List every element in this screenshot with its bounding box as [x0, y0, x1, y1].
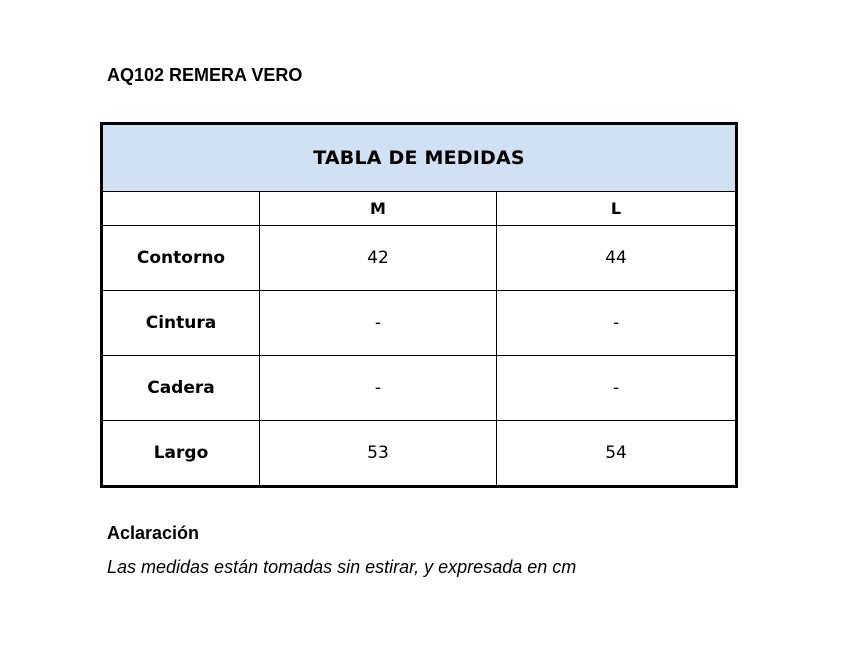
cell-cadera-l: - — [497, 356, 737, 421]
row-label-contorno: Contorno — [102, 226, 260, 291]
size-table — [100, 122, 738, 488]
cell-largo-l: 54 — [497, 421, 737, 487]
corner-cell — [102, 192, 260, 226]
row-label-largo: Largo — [102, 421, 260, 487]
cell-cintura-l: - — [497, 291, 737, 356]
size-header-l: L — [497, 192, 737, 226]
size-header-row — [102, 192, 737, 226]
cell-contorno-m: 42 — [260, 226, 497, 291]
cell-cintura-m: - — [260, 291, 497, 356]
table-title: TABLA DE MEDIDAS — [102, 124, 737, 192]
note-heading: Aclaración — [107, 523, 200, 543]
table-row — [102, 226, 737, 291]
table-header-row — [102, 124, 737, 192]
table-row — [102, 291, 737, 356]
table-row — [102, 421, 737, 487]
size-header-m: M — [260, 192, 497, 226]
product-title: AQ102 REMERA VERO — [107, 65, 303, 85]
note-text: Las medidas están tomadas sin estirar, y expresada en cm — [107, 557, 577, 577]
row-label-cadera: Cadera — [102, 356, 260, 421]
cell-largo-m: 53 — [260, 421, 497, 487]
table-row — [102, 356, 737, 421]
row-label-cintura: Cintura — [102, 291, 260, 356]
cell-contorno-l: 44 — [497, 226, 737, 291]
cell-cadera-m: - — [260, 356, 497, 421]
